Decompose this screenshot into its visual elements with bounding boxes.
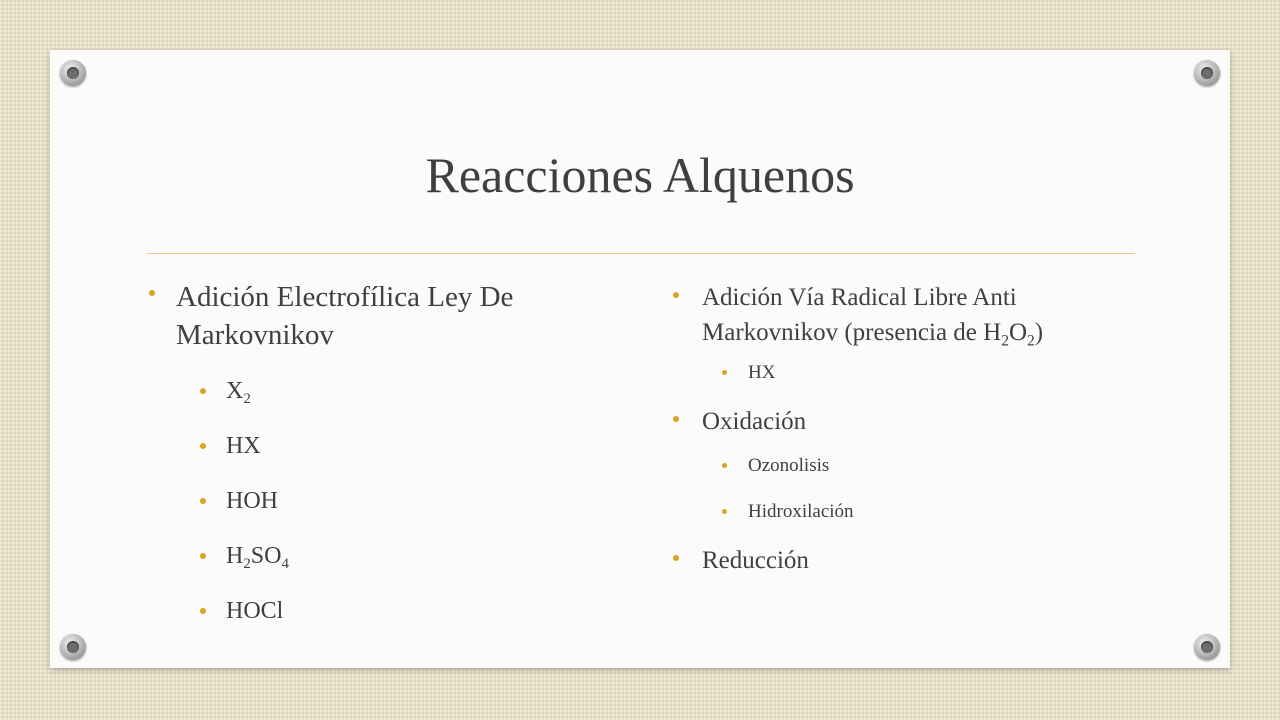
list-item-reduccion bbox=[670, 543, 1090, 578]
bullet-icon bbox=[200, 443, 206, 449]
grommet-icon-bottom-right bbox=[1194, 634, 1220, 660]
bullet-icon bbox=[673, 555, 679, 561]
item-base: X bbox=[226, 378, 244, 404]
item-text: HX bbox=[748, 362, 776, 383]
list-item-ozonolisis bbox=[670, 453, 1090, 479]
formula-part: O bbox=[1008, 319, 1028, 346]
bullet-icon bbox=[722, 370, 727, 375]
formula-subscript: 4 bbox=[281, 556, 289, 573]
formula-subscript: 2 bbox=[1027, 332, 1035, 350]
bullet-icon bbox=[673, 416, 679, 422]
list-item-oxidacion bbox=[670, 404, 1090, 439]
formula-subscript: 2 bbox=[243, 556, 251, 573]
left-heading-text: Adición Electrofílica Ley De Markovnikov bbox=[176, 281, 514, 351]
bullet-icon bbox=[722, 509, 727, 514]
formula-subscript: 2 bbox=[1001, 332, 1009, 350]
bullet-icon bbox=[200, 608, 206, 614]
bullet-icon bbox=[722, 463, 727, 468]
item-text: HX bbox=[226, 433, 261, 459]
list-item-h2so4 bbox=[148, 541, 568, 571]
left-heading bbox=[148, 278, 568, 354]
bullet-icon bbox=[200, 498, 206, 504]
formula-part: ) bbox=[1034, 319, 1044, 346]
right-column bbox=[670, 280, 1090, 578]
item-text: Hidroxilación bbox=[748, 501, 854, 522]
list-item-hocl bbox=[148, 596, 568, 626]
item-text: HOH bbox=[226, 488, 278, 514]
list-item-radical-hx bbox=[670, 360, 1090, 386]
bullet-icon bbox=[673, 292, 679, 298]
grommet-icon-top-left bbox=[60, 60, 86, 86]
bullet-icon bbox=[200, 388, 206, 394]
item-text: Oxidación bbox=[702, 408, 807, 435]
formula-part: SO bbox=[250, 543, 282, 569]
list-item-hidroxilacion bbox=[670, 499, 1090, 525]
bullet-icon bbox=[200, 553, 206, 559]
title-divider bbox=[147, 253, 1135, 254]
bullet-icon bbox=[149, 290, 155, 296]
item-text: Ozonolisis bbox=[748, 455, 830, 476]
list-item-hoh bbox=[148, 486, 568, 516]
item-text: Reducción bbox=[702, 547, 809, 574]
formula-part: H bbox=[983, 319, 1002, 346]
formula-part: H bbox=[226, 543, 244, 569]
grommet-icon-top-right bbox=[1194, 60, 1220, 86]
list-item-x2 bbox=[148, 376, 568, 406]
grommet-icon-bottom-left bbox=[60, 634, 86, 660]
right-heading bbox=[670, 280, 1090, 350]
slide-title: Reacciones Alquenos bbox=[425, 147, 855, 203]
list-item-hx bbox=[148, 431, 568, 461]
item-text: HOCl bbox=[226, 598, 284, 624]
item-subscript: 2 bbox=[243, 391, 251, 408]
right-heading-text: Adición Vía Radical Libre Anti Markovnikov (presencia de bbox=[702, 284, 1017, 346]
left-column bbox=[148, 278, 568, 626]
